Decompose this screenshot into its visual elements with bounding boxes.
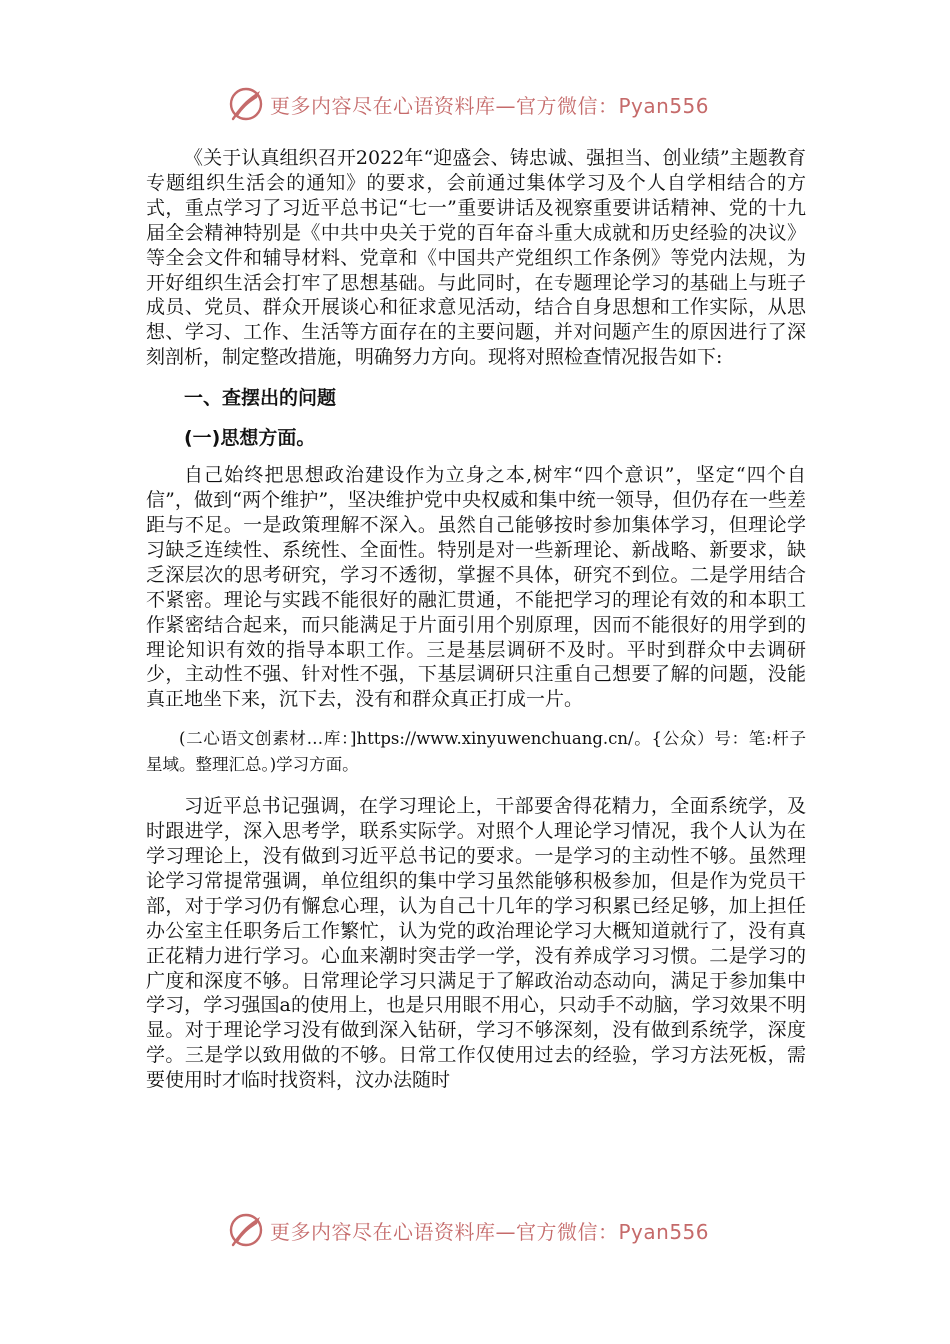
section-heading: 一、查摆出的问题	[184, 387, 337, 410]
banner-text: 更多内容尽在心语资料库—官方微信：Pyan556	[270, 93, 710, 118]
study-paragraph: 习近平总书记强调，在学习理论上，干部要舍得花精力，全面系统学，及时跟进学，深入思考学，联系实际学。对照个人理论学习情况，我个人认为在学习理论上，没有做到习近平总书记的要求。一是学习的主动性不够。虽然理论学习常提常强调，单位组织的集中学习虽然能够积极参加，但是作为党员干部，对于学习仍有懈怠心理，认为自己十几年的学习积累已经足够，加上担任办公室主任职务后工作繁忙，认为党的政治理论学习大概知道就行了，没有真正花精力进行学习。心血来潮时突击学一学，没有养成学习习惯。二是学习的广度和深度不够。日常理论学习只满足于了解政治动态动向，满足于参加集中学习，学习强国a的使用上，也是只用眼不用心，只动手不动脑，学习效果不明显。对于理论学习没有做到深入钻研，学习不够深刻，没有做到系统学，深度学。三是学以致用做的不够。日常工作仅使用过去的经验，学习方法死板，需要使用时才临时找资料，汶办法随时	[146, 795, 806, 1092]
thought-paragraph: 自己始终把思想政治建设作为立身之本,树牢“四个意识”，坚定“四个自信”，做到“两个维护”，坚决维护党中央权威和集中统一领导，但仍存在一些差距与不足。一是政策理解不深入。虽然自己能够按时参加集体学习，但理论学习缺乏连续性、系统性、全面性。特别是对一些新理论、新战略、新要求，缺乏深层次的思考研究，学习不透彻，掌握不具体，研究不到位。二是学用结合不紧密。理论与实践不能很好的融汇贯通，不能把学习的理论有效的和本职工作紧密结合起来，而只能满足于片面引用个别原理，因而不能很好的用学到的理论知识有效的指导本职工作。三是基层调研不及时。平时到群众中去调研少，主动性不强、针对性不强，下基层调研只注重自己想要了解的问题，没能真正地坐下来，沉下去，没有和群众真正打成一片。	[146, 464, 806, 711]
source-note: (二心语文创素材…库：]https://www.xinyuwenchuang.cn/。{公众）号：笔:杆子星域。整理汇总。)学习方面。	[146, 729, 806, 775]
pen-logo-icon	[228, 86, 264, 122]
subsection-heading: (一)思想方面。	[184, 427, 316, 450]
header-banner	[228, 84, 748, 124]
banner-text: 更多内容尽在心语资料库—官方微信：Pyan556	[270, 1219, 710, 1244]
footer-banner	[228, 1210, 748, 1250]
pen-logo-icon	[228, 1212, 264, 1248]
intro-paragraph: 《关于认真组织召开2022年“迎盛会、铸忠诚、强担当、创业绩”主题教育专题组织生活会的通知》的要求，会前通过集体学习及个人自学相结合的方式，重点学习了习近平总书记“七一”重要讲话及视察重要讲话精神、党的十九届全会精神特别是《中共中央关于党的百年奋斗重大成就和历史经验的决议》等全会文件和辅导材料、党章和《中国共产党组织工作条例》等党内法规，为开好组织生活会打牢了思想基础。与此同时，在专题理论学习的基础上与班子成员、党员、群众开展谈心和征求意见活动，结合自身思想和工作实际，从思想、学习、工作、生活等方面存在的主要问题，并对问题产生的原因进行了深刻剖析，制定整改措施，明确努力方向。现将对照检查情况报告如下:	[146, 147, 806, 369]
document-body	[146, 146, 806, 1093]
